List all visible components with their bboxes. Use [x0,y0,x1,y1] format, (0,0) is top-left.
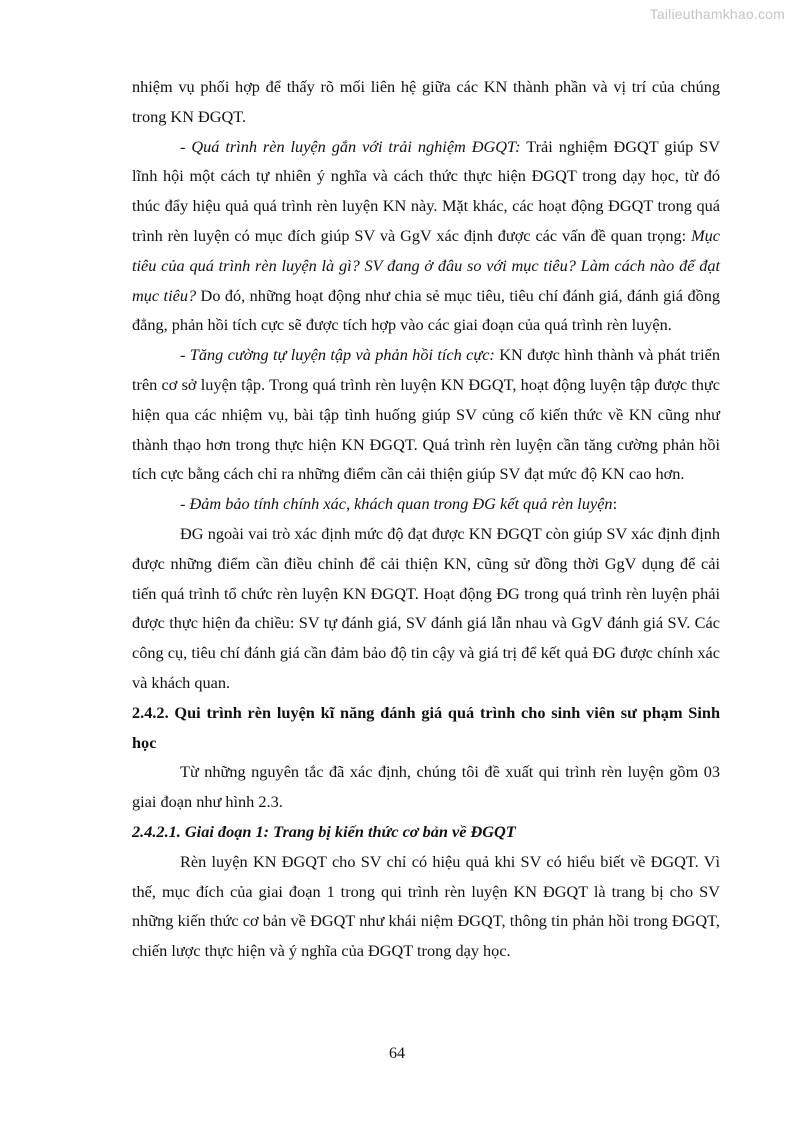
paragraph [132,340,720,489]
page-body [132,72,720,966]
paragraph [132,132,720,341]
paragraph-text: Do đó, những hoạt động như chia sẻ mục tiêu, tiêu chí đánh giá, đánh giá đồng đẳng, phản hồi tích cực sẽ được tích hợp vào các giai đoạn của quá trình rèn luyện. [132,285,721,335]
principle-lead: - Tăng cường tự luyện tập và phản hồi tích cực: [180,345,495,365]
watermark: Tailieuthamkhao.com [649,6,785,22]
paragraph-text: : [612,494,618,514]
section-heading: 2.4.2. Qui trình rèn luyện kĩ năng đánh giá quá trình cho sinh viên sư phạm Sinh học [132,702,720,752]
paragraph-text: Trải nghiệm ĐGQT giúp SV lĩnh hội một cách tự nhiên ý nghĩa và cách thức thực hiện ĐGQT trong dạy học, từ đó thúc đẩy hiệu quả quá trình rèn luyện KN này. Mặt khác, các hoạt động ĐGQT trong quá trình rèn luyện có mục đích giúp SV và GgV xác định được các vấn đề quan trọng: [132,136,720,245]
italic-questions: Mục tiêu của quá trình rèn luyện là gì? SV đang ở đâu so với mục tiêu? Làm cách nào để đạt mục tiêu? [132,225,720,305]
paragraph: ĐG ngoài vai trò xác định mức độ đạt được KN ĐGQT còn giúp SV xác định định được những điểm cần điều chỉnh để cải thiện KN, cũng sử đồng thời GgV dụng để cải tiến quá trình tổ chức rèn luyện KN ĐGQT. Hoạt động ĐG trong quá trình rèn luyện phải được thực hiện đa chiều: SV tự đánh giá, SV đánh giá lẫn nhau và GgV đánh giá SV. Các công cụ, tiêu chí đánh giá cần đảm bảo độ tin cậy và giá trị để kết quả ĐG được chính xác và khách quan. [132,523,720,692]
principle-lead: - Quá trình rèn luyện gắn với trải nghiệm ĐGQT: [180,136,521,156]
paragraph-text: KN được hình thành và phát triển trên cơ sở luyện tập. Trong quá trình rèn luyện KN ĐGQT, hoạt động luyện tập được thực hiện qua các nhiệm vụ, bài tập tình huống giúp SV củng cố kiến thức về KN cũng như thành thạo hơn trong thực hiện KN ĐGQT. Quá trình rèn luyện cần tăng cường phản hồi tích cực bằng cách chỉ ra những điểm cần cải thiện giúp SV đạt mức độ KN cao hơn. [132,345,720,484]
paragraph: Từ những nguyên tắc đã xác định, chúng tôi đề xuất qui trình rèn luyện gồm 03 giai đoạn như hình 2.3. [132,762,720,812]
paragraph [132,489,720,519]
subsection-heading: 2.4.2.1. Giai đoạn 1: Trang bị kiến thức cơ bản về ĐGQT [132,821,516,841]
paragraph: nhiệm vụ phối hợp để thấy rõ mối liên hệ giữa các KN thành phần và vị trí của chúng trong KN ĐGQT. [132,77,720,126]
principle-lead: - Đảm bảo tính chính xác, khách quan trong ĐG kết quả rèn luyện [180,494,613,514]
page-number: 64 [389,1045,405,1062]
paragraph: Rèn luyện KN ĐGQT cho SV chỉ có hiệu quả khi SV có hiểu biết về ĐGQT. Vì thế, mục đích của giai đoạn 1 trong qui trình rèn luyện KN ĐGQT là trang bị cho SV những kiến thức cơ bản về ĐGQT như khái niệm ĐGQT, thông tin phản hồi trong ĐGQT, chiến lược thực hiện và ý nghĩa của ĐGQT trong dạy học. [132,851,720,961]
